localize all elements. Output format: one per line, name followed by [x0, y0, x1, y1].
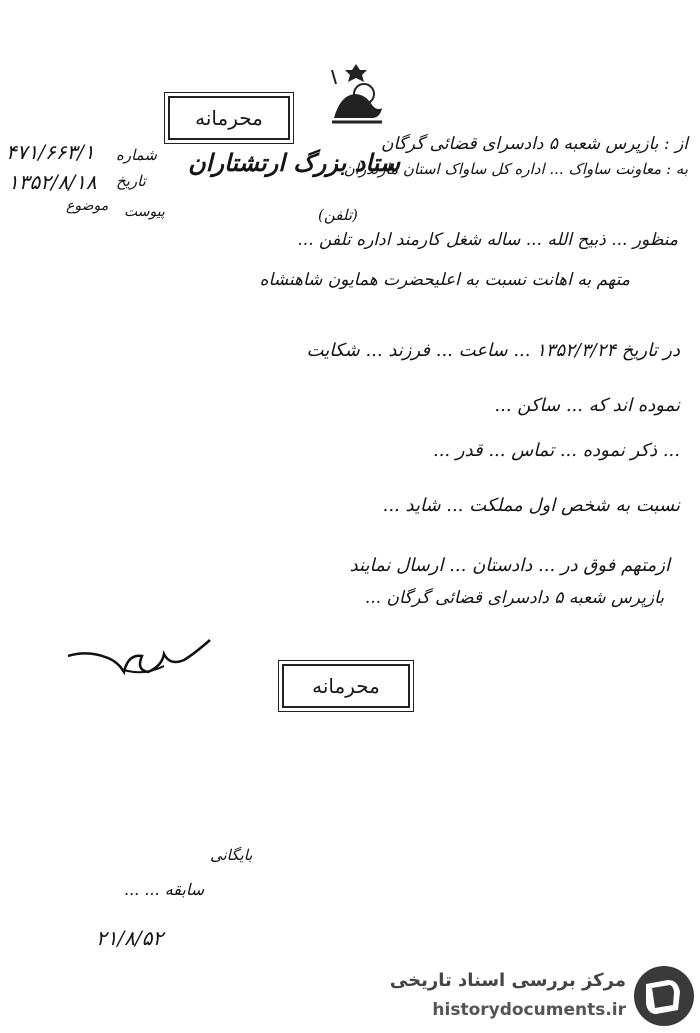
- confidential-stamp-top: محرمانه: [168, 96, 290, 140]
- body-line-6: نسبت به شخص اول مملکت ... شاید ...: [382, 495, 680, 516]
- signature-scribble: [64, 630, 214, 680]
- signature-line: بازپرس شعبه ۵ دادسرای قضائی گرگان ...: [364, 588, 664, 608]
- attachment-label: پیوست: [124, 204, 165, 220]
- recipient-title: ستاد بزرگ ارتشتاران: [188, 148, 400, 177]
- date-value: ۱۳۵۲/۸/۱۸: [8, 170, 97, 194]
- body-line-1: منظور ... ذبیح الله ... ساله شغل کارمند اداره تلفن ...: [297, 230, 678, 250]
- body-line-4: نموده اند که ... ساکن ...: [494, 395, 680, 416]
- date-label: تاریخ: [116, 172, 146, 190]
- margin-note-date: ۲۱/۸/۵۲: [96, 926, 164, 950]
- phone-note: (تلفن): [318, 206, 358, 224]
- watermark-title: مرکز بررسی اسناد تاریخی: [389, 970, 626, 991]
- number-label: شماره: [116, 146, 157, 164]
- watermark: [380, 962, 700, 1033]
- subject-label: موضوع: [66, 198, 109, 214]
- body-line-5: ... ذکر نموده ... تماس ... قدر ...: [432, 440, 680, 461]
- from-line: از : بازپرس شعبه ۵ دادسرای قضائی گرگان: [380, 134, 688, 154]
- body-line-7: ازمتهم فوق در ... دادستان ... ارسال نمایند: [349, 555, 670, 576]
- to-line: به : معاونت ساواک ... اداره کل ساواک استان مازندران: [343, 160, 688, 178]
- emblem-icon: [326, 60, 386, 128]
- body-line-2: متهم به اهانت نسبت به اعلیحضرت همایون شاهنشاه: [259, 270, 630, 290]
- body-line-3: در تاریخ ۱۳۵۲/۳/۲۴ ... ساعت ... فرزند ... شکایت: [306, 340, 680, 361]
- watermark-url: historydocuments.ir: [432, 1000, 626, 1020]
- margin-note-line2: سابقه ... ...: [124, 880, 205, 899]
- archive-logo-icon: [632, 964, 696, 1028]
- number-value: ۴۷۱/۶۶۳/۱: [6, 140, 95, 164]
- confidential-stamp-bottom: محرمانه: [282, 664, 410, 708]
- margin-note-line1: بایگانی: [210, 846, 253, 864]
